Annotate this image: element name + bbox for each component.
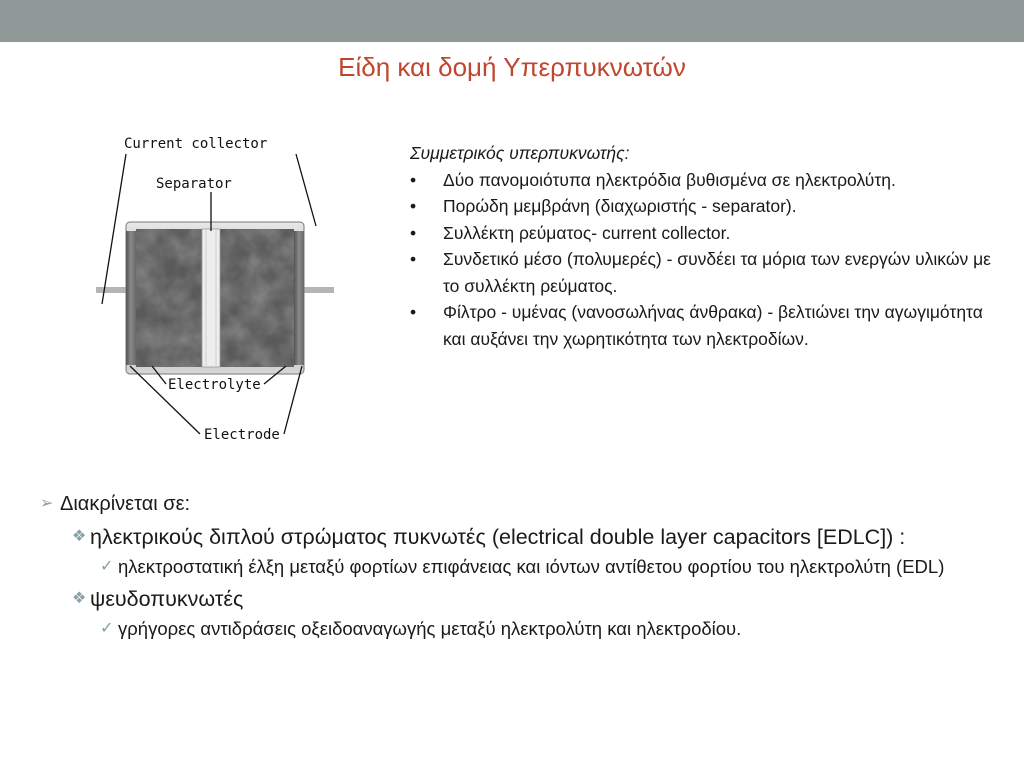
- label-current-collector: Current collector: [124, 136, 268, 152]
- bullet-icon: •: [410, 302, 417, 322]
- bullet-icon: •: [410, 169, 417, 190]
- section-heading: Συμμετρικός υπερπυκνωτής:: [410, 143, 630, 163]
- check-bullet-icon: ✓: [100, 558, 114, 575]
- check-bullet-icon: ✓: [100, 620, 114, 637]
- separator-membrane: [202, 229, 220, 367]
- right-lead: [304, 287, 334, 293]
- diamond-bullet-icon: ❖: [72, 528, 87, 545]
- right-current-collector: [294, 231, 304, 365]
- level1-item: ➢ Διακρίνεται σε:: [40, 493, 191, 515]
- left-current-collector: [126, 231, 136, 365]
- component-list: [410, 167, 1000, 353]
- arrow-bullet-icon: ➢: [40, 495, 54, 512]
- top-bar: [0, 0, 1024, 42]
- bullet-icon: •: [410, 249, 417, 269]
- supercapacitor-diagram: [90, 128, 340, 446]
- classification-section: [40, 492, 1000, 640]
- level3-item: ✓ γρήγορες αντιδράσεις οξειδοαναγωγής μεταξύ ηλεκτρολύτη και ηλεκτροδίου.: [100, 618, 742, 639]
- label-separator: Separator: [156, 176, 232, 192]
- bullet-icon: •: [410, 196, 417, 216]
- diamond-bullet-icon: ❖: [72, 590, 87, 607]
- label-electrode: Electrode: [204, 427, 280, 443]
- left-lead: [96, 287, 126, 293]
- level2-item: ❖ ηλεκτρικούς διπλού στρώματος πυκνωτές (electrical double layer capacitors [EDLC]) :: [72, 525, 906, 549]
- level2-item: ❖ ψευδοπυκνωτές: [72, 587, 244, 611]
- list-item: • Συλλέκτη ρεύματος- current collector.: [410, 220, 1000, 247]
- symmetric-supercapacitor-description: [410, 140, 1000, 352]
- list-item: • Φίλτρο - υμένας (νανοσωλήνας άνθρακα) - βελτιώνει την αγωγιμότητα και αυξάνει την χωρητικότητα των ηλεκτροδίων.: [410, 299, 1000, 352]
- label-electrolyte: Electrolyte: [168, 377, 261, 393]
- bullet-icon: •: [410, 222, 417, 243]
- list-item: • Συνδετικό μέσο (πολυμερές) - συνδέει τα μόρια των ενεργών υλικών με το συλλέκτη ρεύματος.: [410, 246, 1000, 299]
- list-item: • Πορώδη μεμβράνη (διαχωριστής - separator).: [410, 193, 1000, 220]
- level3-item: ✓ ηλεκτροστατική έλξη μεταξύ φορτίων επιφάνειας και ιόντων αντίθετου φορτίου του ηλεκτρολύτη (EDL): [100, 556, 945, 577]
- list-item: • Δύο πανομοιότυπα ηλεκτρόδια βυθισμένα σε ηλεκτρολύτη.: [410, 167, 1000, 194]
- slide-title: Είδη και δομή Υπερπυκνωτών: [338, 52, 686, 82]
